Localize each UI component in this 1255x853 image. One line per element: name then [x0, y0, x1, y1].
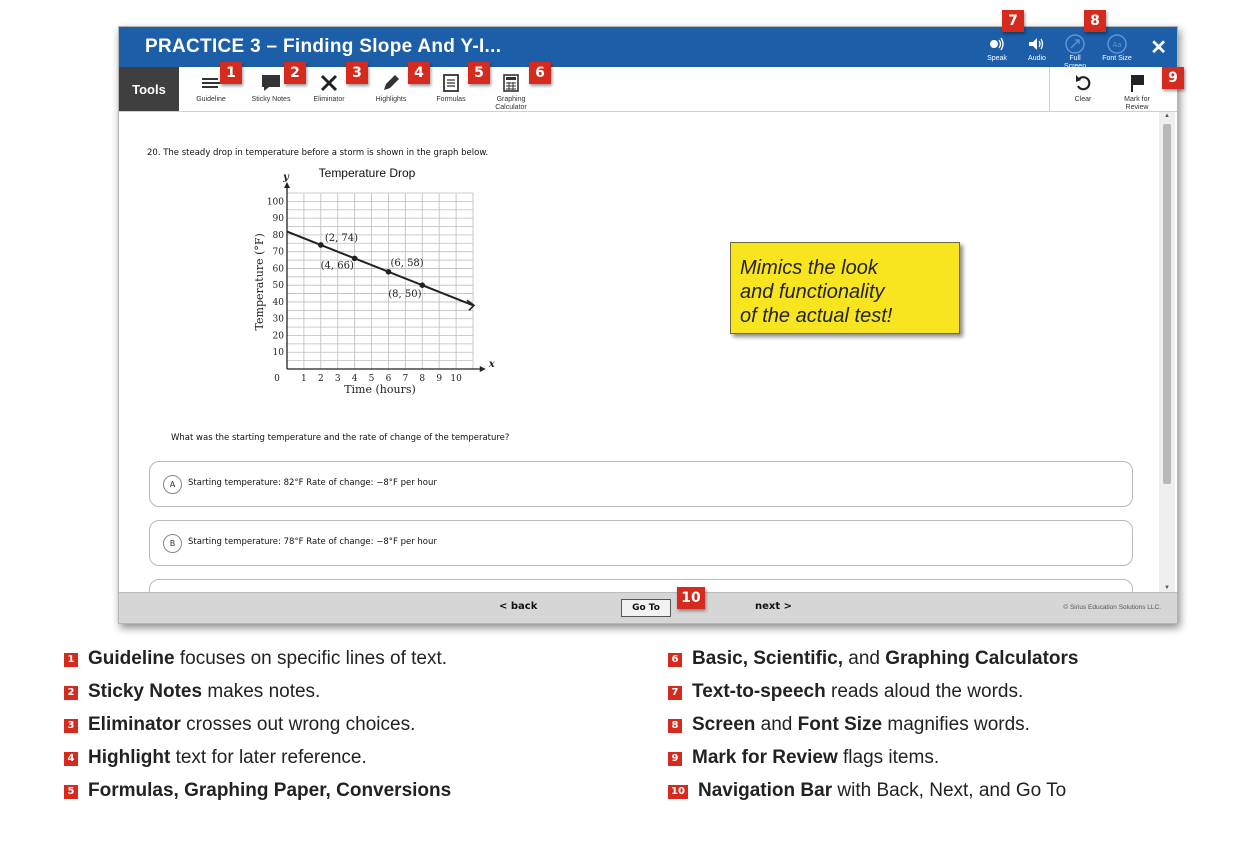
y-tick-label: 70: [272, 247, 284, 258]
x-tick-label: 10: [450, 374, 462, 384]
legend-text: with Back, Next, and Go To: [832, 780, 1067, 801]
legend-number: 6: [668, 653, 682, 667]
test-window: [118, 26, 1178, 624]
legend-number: 1: [64, 653, 78, 667]
point-label: (6, 58): [390, 257, 424, 269]
answer-choice-a[interactable]: [149, 461, 1133, 507]
font-size-label: Font Size: [1102, 55, 1132, 62]
legend-bold: Guideline: [88, 648, 175, 669]
legend-bold: Basic, Scientific,: [692, 648, 844, 669]
legend-bold: Eliminator: [88, 714, 181, 735]
close-button[interactable]: ✕: [1150, 37, 1167, 59]
audio-label: Audio: [1028, 55, 1046, 62]
legend-item-5: [64, 780, 451, 802]
question-area: [119, 112, 1157, 592]
legend-bold: Formulas, Graphing Paper, Conversions: [88, 780, 452, 801]
pencil-icon: [381, 73, 401, 93]
undo-icon: [1074, 73, 1092, 93]
x-tick-label: 5: [368, 374, 375, 384]
y-tick-label: 100: [266, 197, 284, 208]
answer-choice-c[interactable]: [149, 579, 1133, 592]
legend-text: crosses out wrong choices.: [180, 714, 416, 735]
formulas-label: Formulas: [436, 96, 466, 103]
legend-item-1: [64, 648, 447, 670]
data-point: [318, 242, 324, 248]
legend-item-9: [668, 747, 939, 769]
legend-bold: Navigation Bar: [698, 780, 833, 801]
legend-number: 4: [64, 752, 78, 766]
speaker-icon: [987, 36, 1007, 52]
legend-text: makes notes.: [202, 681, 321, 702]
legend-bold: Highlight: [88, 747, 171, 768]
mark-for-review-button[interactable]: [1109, 70, 1165, 111]
legend-bold: Screen: [692, 714, 756, 735]
legend-number: 2: [64, 686, 78, 700]
chart-ticks: [267, 197, 462, 384]
sticky-notes-label: Sticky Notes: [251, 96, 291, 103]
eliminator-label: Eliminator: [313, 96, 345, 103]
temperature-chart: [249, 167, 629, 407]
scroll-up-icon[interactable]: ▲: [1164, 113, 1170, 119]
title-bar: [119, 27, 1177, 67]
legend-item-8: [668, 714, 1030, 736]
legend-number: 10: [668, 785, 688, 799]
svg-text:Aa: Aa: [1112, 41, 1122, 49]
fullscreen-label: Full: [1069, 55, 1081, 62]
question-prompt: What was the starting temperature and the rate of change of the temperature?: [171, 433, 510, 443]
y-axis-label: Temperature (°F): [253, 233, 266, 331]
y-axis-letter: y: [283, 171, 289, 183]
callout-line-3: of the actual test!: [740, 305, 893, 327]
badge-3: 3: [346, 62, 368, 84]
badge-10: 10: [677, 587, 705, 609]
x-tick-label: 2: [317, 374, 324, 384]
data-point: [419, 282, 425, 288]
clear-button[interactable]: [1055, 70, 1111, 104]
badge-9: 9: [1162, 67, 1184, 89]
choice-text: Starting temperature: 82°F Rate of change: −8°F per hour: [188, 478, 437, 488]
legend-bold: Sticky Notes: [88, 681, 203, 702]
flag-icon: [1128, 73, 1146, 93]
choice-letter: A: [163, 475, 182, 494]
x-tick-label: 4: [351, 374, 358, 384]
badge-6: 6: [529, 62, 551, 84]
badge-2: 2: [284, 62, 306, 84]
x-tick-label: 8: [419, 374, 426, 384]
legend-bold-2: Graphing Calculators: [885, 648, 1079, 669]
y-tick-label: 40: [272, 297, 284, 308]
x-axis-label: Time (hours): [344, 383, 416, 396]
legend-item-3: [64, 714, 415, 736]
x-tick-label: 1: [301, 374, 307, 384]
fullscreen-icon: [1064, 33, 1086, 55]
scroll-down-icon[interactable]: ▼: [1164, 585, 1170, 591]
y-tick-label: 60: [272, 264, 284, 275]
badge-7: 7: [1002, 10, 1024, 32]
legend-bold-2: Font Size: [797, 714, 883, 735]
feature-callout: [730, 242, 960, 334]
legend-number: 5: [64, 785, 78, 799]
legend-text: and: [843, 648, 886, 669]
x-tick-label: 9: [436, 374, 443, 384]
calculator-icon: [502, 73, 520, 93]
y-tick-label: 20: [272, 331, 284, 342]
point-label: (2, 74): [324, 232, 359, 244]
point-label: (8, 50): [388, 289, 422, 301]
legend-bold: Text-to-speech: [692, 681, 826, 702]
window-title: PRACTICE 3 – Finding Slope And Y-I...: [145, 36, 502, 57]
scrollbar[interactable]: [1159, 112, 1175, 592]
audio-icon: [1027, 36, 1047, 52]
y-tick-label: 30: [272, 314, 284, 325]
y-tick-label: 10: [272, 348, 284, 359]
legend-item-7: [668, 681, 1023, 703]
speak-label: Speak: [987, 55, 1007, 62]
legend-number: 3: [64, 719, 78, 733]
chart-grid: [287, 193, 473, 369]
font-size-button[interactable]: [1091, 33, 1143, 63]
back-button[interactable]: < back: [499, 601, 538, 612]
copyright: © Sirius Education Solutions LLC.: [1063, 604, 1161, 611]
legend-item-6: [668, 648, 1078, 670]
legend-text: text for later reference.: [170, 747, 367, 768]
legend-number: 9: [668, 752, 682, 766]
x-axis-letter: x: [488, 359, 495, 370]
x-tick-label: 7: [402, 374, 409, 384]
feature-legend: [0, 640, 1255, 853]
legend-item-10: [668, 780, 1066, 802]
legend-number: 7: [668, 686, 682, 700]
legend-item-2: [64, 681, 320, 703]
clear-label: Clear: [1074, 96, 1092, 103]
callout-line-2: and functionality: [740, 281, 885, 303]
sticky-note-icon: [260, 73, 282, 93]
x-tick-label: 3: [334, 374, 341, 384]
x-tick-label: 6: [385, 374, 392, 384]
legend-text: reads aloud the words.: [825, 681, 1024, 702]
eliminator-icon: [319, 73, 339, 93]
y-tick-label: 50: [272, 281, 284, 292]
choice-text: Starting temperature: 78°F Rate of change: −8°F per hour: [188, 537, 437, 547]
badge-4: 4: [408, 62, 430, 84]
formulas-icon: [442, 73, 460, 93]
legend-text-2: magnifies words.: [882, 714, 1030, 735]
next-button[interactable]: next >: [755, 601, 792, 612]
go-to-button[interactable]: Go To: [621, 599, 671, 617]
y-tick-label: 90: [272, 214, 284, 225]
legend-item-4: [64, 747, 367, 769]
toolbar-separator: [1049, 67, 1050, 111]
toolbar: [119, 67, 1177, 112]
chart-title: Temperature Drop: [318, 167, 416, 180]
legend-text: flags items.: [837, 747, 940, 768]
choice-letter: B: [163, 534, 182, 553]
badge-1: 1: [220, 62, 242, 84]
x-axis-arrow: [480, 366, 486, 372]
answer-choice-b[interactable]: [149, 520, 1133, 566]
graphing-calculator-label: Graphing Calculator: [495, 96, 527, 111]
guideline-icon: [200, 76, 222, 90]
font-size-icon: [1106, 33, 1128, 55]
mark-for-review-label: Mark for Review: [1124, 96, 1150, 111]
scroll-thumb[interactable]: [1163, 124, 1171, 484]
tools-label: Tools: [119, 67, 179, 111]
legend-number: 8: [668, 719, 682, 733]
y-tick-label: 80: [272, 230, 284, 241]
guideline-label: Guideline: [196, 96, 226, 103]
question-text: 20. The steady drop in temperature before a storm is shown in the graph below.: [147, 148, 489, 158]
callout-line-1: Mimics the look: [740, 257, 878, 279]
x-tick-label: 0: [274, 374, 280, 384]
legend-text: and: [755, 714, 798, 735]
point-label: (4, 66): [320, 260, 354, 272]
legend-bold: Mark for Review: [692, 747, 838, 768]
navigation-bar: [119, 592, 1177, 623]
badge-5: 5: [468, 62, 490, 84]
data-point: [386, 269, 392, 275]
highlights-label: Highlights: [375, 96, 407, 103]
legend-text: focuses on specific lines of text.: [174, 648, 448, 669]
badge-8: 8: [1084, 10, 1106, 32]
